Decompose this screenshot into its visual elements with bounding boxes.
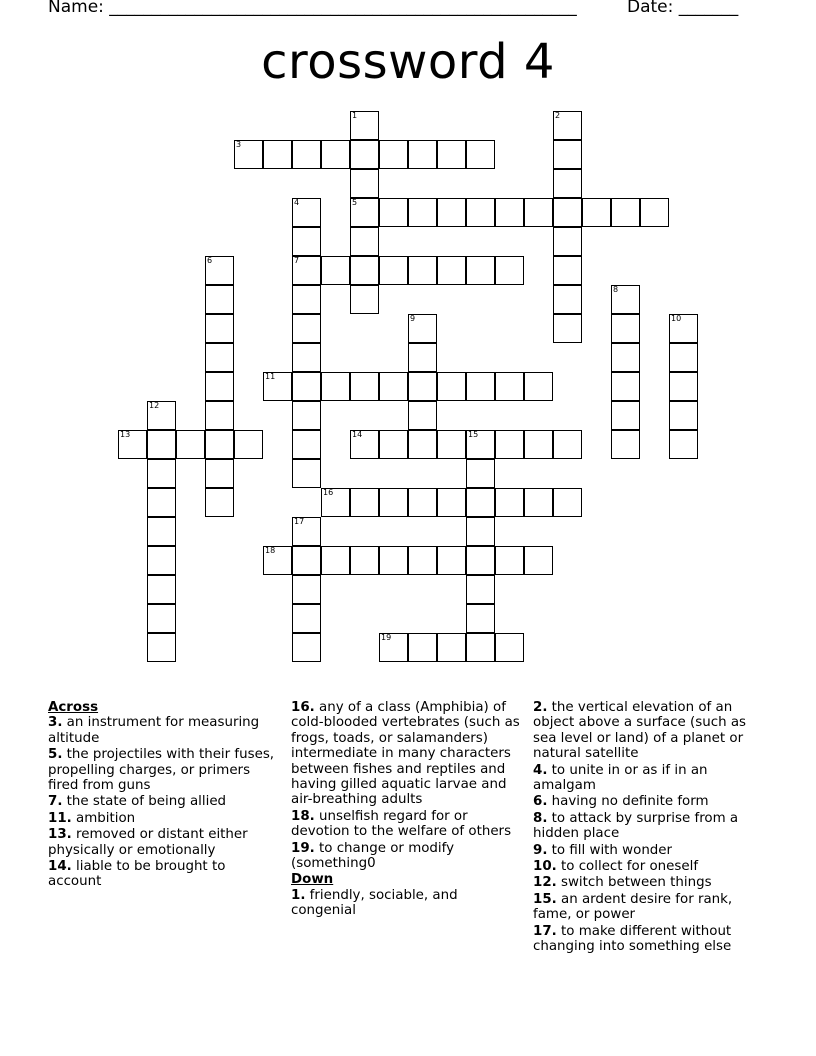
grid-cell[interactable] — [205, 343, 234, 372]
clue-number-label: 18 — [265, 546, 276, 555]
grid-cell[interactable] — [408, 372, 437, 401]
clue-item — [533, 700, 765, 762]
down-clue-list — [291, 888, 523, 919]
grid-cell[interactable] — [350, 140, 379, 169]
clue-number-label: 5 — [352, 198, 358, 207]
grid-cell[interactable] — [408, 343, 437, 372]
grid-cell[interactable] — [495, 198, 524, 227]
grid-cell[interactable] — [437, 198, 466, 227]
grid-cell[interactable] — [553, 488, 582, 517]
clue-item — [533, 875, 765, 890]
name-label: Name: — [48, 0, 110, 17]
grid-cell[interactable] — [147, 604, 176, 633]
grid-cell[interactable] — [553, 169, 582, 198]
clue-item — [48, 747, 280, 793]
grid-cell[interactable] — [466, 256, 495, 285]
clue-number: 12. — [533, 875, 557, 891]
clue-item — [291, 809, 523, 840]
clue-text: to make different without changing into something else — [533, 923, 732, 955]
clue-number-label: 7 — [294, 256, 300, 265]
grid-cell[interactable] — [466, 488, 495, 517]
clue-text: an ardent desire for rank, fame, or power — [533, 891, 733, 923]
clue-text: switch between things — [561, 875, 712, 891]
grid-cell[interactable] — [205, 285, 234, 314]
grid-cell[interactable] — [350, 372, 379, 401]
grid-cell[interactable] — [379, 546, 408, 575]
grid-cell[interactable] — [611, 314, 640, 343]
grid-cell[interactable] — [147, 633, 176, 662]
grid-cell[interactable] — [292, 285, 321, 314]
clue-item — [291, 888, 523, 919]
clue-number-label: 11 — [265, 372, 276, 381]
clue-number: 13. — [48, 827, 72, 843]
clue-number: 14. — [48, 859, 72, 875]
grid-cell[interactable] — [379, 488, 408, 517]
clue-text: to unite in or as if in an amalgam — [533, 762, 708, 794]
clue-text: to change or modify (something0 — [291, 840, 455, 872]
grid-cell[interactable] — [205, 401, 234, 430]
grid-cell[interactable] — [408, 546, 437, 575]
grid-cell[interactable] — [524, 372, 553, 401]
clue-text: to attack by surprise from a hidden place — [533, 810, 739, 842]
grid-cell[interactable] — [553, 430, 582, 459]
grid-cell[interactable] — [553, 256, 582, 285]
grid-cell[interactable] — [437, 430, 466, 459]
grid-cell[interactable] — [553, 285, 582, 314]
grid-cell[interactable] — [524, 488, 553, 517]
clue-text: having no definite form — [551, 794, 709, 810]
clue-text: the vertical elevation of an object above a surface (such as sea level or land) of a planet or natural satellite — [533, 700, 747, 762]
clue-number-label: 16 — [323, 488, 334, 497]
grid-cell[interactable] — [466, 633, 495, 662]
grid-cell[interactable] — [292, 604, 321, 633]
down-heading: Down — [291, 872, 334, 888]
grid-cell[interactable] — [379, 430, 408, 459]
clue-item — [48, 715, 280, 746]
grid-cell[interactable] — [379, 140, 408, 169]
clues-column-1 — [48, 700, 280, 891]
grid-cell[interactable] — [466, 140, 495, 169]
grid-cell[interactable] — [321, 372, 350, 401]
grid-cell[interactable] — [611, 430, 640, 459]
grid-cell[interactable] — [350, 169, 379, 198]
grid-cell[interactable] — [350, 488, 379, 517]
grid-cell[interactable] — [292, 546, 321, 575]
grid-cell[interactable] — [669, 372, 698, 401]
grid-cell[interactable] — [524, 198, 553, 227]
clue-text: the projectiles with their fuses, propelling charges, or primers fired from guns — [48, 747, 275, 794]
grid-cell[interactable] — [553, 314, 582, 343]
clue-number-label: 13 — [120, 430, 131, 439]
clue-number: 1. — [291, 887, 306, 903]
clue-number-label: 19 — [381, 633, 392, 642]
clue-number-label: 3 — [236, 140, 242, 149]
clue-number-label: 2 — [555, 111, 561, 120]
clue-number-label: 12 — [149, 401, 160, 410]
clue-number: 3. — [48, 715, 63, 731]
clue-number: 7. — [48, 794, 63, 810]
grid-cell[interactable] — [466, 546, 495, 575]
grid-cell[interactable] — [669, 343, 698, 372]
grid-cell[interactable] — [669, 401, 698, 430]
grid-cell[interactable] — [408, 401, 437, 430]
grid-cell[interactable] — [495, 488, 524, 517]
grid-cell[interactable] — [205, 372, 234, 401]
date-line[interactable]: _______ — [678, 0, 739, 17]
grid-cell[interactable] — [611, 198, 640, 227]
clue-item — [48, 794, 280, 809]
grid-cell[interactable] — [408, 430, 437, 459]
clue-number: 17. — [533, 923, 557, 939]
clue-text: unselfish regard for or devotion to the welfare of others — [291, 808, 512, 840]
clue-item — [533, 794, 765, 809]
grid-cell[interactable] — [292, 633, 321, 662]
clue-item — [533, 811, 765, 842]
clue-item — [291, 841, 523, 872]
clue-text: an instrument for measuring altitude — [48, 715, 260, 746]
clue-number: 5. — [48, 747, 63, 763]
clue-text: to fill with wonder — [551, 842, 673, 858]
grid-cell[interactable] — [437, 256, 466, 285]
grid-cell[interactable] — [437, 140, 466, 169]
clue-text: the state of being allied — [66, 794, 227, 810]
clue-number: 18. — [291, 808, 315, 824]
grid-cell[interactable] — [292, 140, 321, 169]
clue-number: 16. — [291, 700, 315, 715]
clue-text: removed or distant either physically or emotionally — [48, 827, 248, 858]
name-line[interactable]: _______________________________________________________ — [109, 0, 577, 17]
clue-number: 11. — [48, 810, 72, 826]
grid-cell[interactable] — [205, 459, 234, 488]
clue-number: 6. — [533, 794, 548, 810]
grid-cell[interactable] — [495, 256, 524, 285]
clue-item — [48, 859, 280, 890]
clue-item — [291, 700, 523, 808]
clue-item — [533, 843, 765, 858]
clue-number-label: 9 — [410, 314, 416, 323]
grid-cell[interactable] — [408, 198, 437, 227]
grid-cell[interactable] — [437, 372, 466, 401]
grid-cell[interactable] — [611, 372, 640, 401]
clue-item — [48, 811, 280, 826]
grid-cell[interactable] — [553, 227, 582, 256]
clue-text: ambition — [76, 810, 136, 826]
grid-cell[interactable] — [292, 314, 321, 343]
grid-cell[interactable] — [466, 459, 495, 488]
grid-cell[interactable] — [437, 633, 466, 662]
clue-number-label: 14 — [352, 430, 363, 439]
clue-number-label: 4 — [294, 198, 300, 207]
grid-cell[interactable] — [205, 488, 234, 517]
grid-cell[interactable] — [234, 430, 263, 459]
clue-item — [48, 827, 280, 858]
clue-text: to collect for oneself — [561, 859, 699, 875]
clue-number-label: 15 — [468, 430, 479, 439]
clue-number-label: 10 — [671, 314, 682, 323]
grid-cell[interactable] — [147, 430, 176, 459]
grid-cell[interactable] — [379, 198, 408, 227]
clue-item — [533, 763, 765, 794]
clue-item — [533, 859, 765, 874]
clue-number-label: 17 — [294, 517, 305, 526]
grid-cell[interactable] — [466, 604, 495, 633]
grid-cell[interactable] — [350, 546, 379, 575]
down-clue-list-continued — [533, 700, 765, 955]
grid-cell[interactable] — [379, 372, 408, 401]
grid-cell[interactable] — [292, 343, 321, 372]
clue-number-label: 6 — [207, 256, 213, 265]
grid-cell[interactable] — [321, 140, 350, 169]
grid-cell[interactable] — [524, 546, 553, 575]
clues-column-2 — [291, 700, 523, 920]
grid-cell[interactable] — [176, 430, 205, 459]
grid-cell[interactable] — [292, 227, 321, 256]
grid-cell[interactable] — [350, 256, 379, 285]
clue-number-label: 8 — [613, 285, 619, 294]
clue-text: liable to be brought to account — [48, 859, 226, 890]
grid-cell[interactable] — [408, 140, 437, 169]
grid-cell[interactable] — [495, 633, 524, 662]
clue-number: 15. — [533, 891, 557, 907]
grid-cell[interactable] — [292, 401, 321, 430]
clue-number-label: 1 — [352, 111, 358, 120]
clues-column-3 — [533, 700, 765, 956]
clue-text: any of a class (Amphibia) of cold-blooded vertebrates (such as frogs, toads, or salamanders) intermediate in many characters between fishes and reptiles and having gilled aquatic larvae and air-breathing adults — [291, 700, 520, 808]
grid-cell[interactable] — [495, 372, 524, 401]
across-clue-list-continued — [291, 700, 523, 871]
page-title: crossword 4 — [261, 34, 555, 90]
grid-cell[interactable] — [437, 488, 466, 517]
clue-number: 9. — [533, 842, 548, 858]
clue-number: 8. — [533, 810, 548, 826]
grid-cell[interactable] — [495, 430, 524, 459]
grid-cell[interactable] — [263, 140, 292, 169]
grid-cell[interactable] — [466, 575, 495, 604]
clue-number: 4. — [533, 762, 548, 778]
grid-cell[interactable] — [350, 227, 379, 256]
grid-cell[interactable] — [408, 488, 437, 517]
grid-cell[interactable] — [147, 517, 176, 546]
clue-text: friendly, sociable, and congenial — [291, 887, 458, 919]
grid-cell[interactable] — [466, 198, 495, 227]
grid-cell[interactable] — [147, 546, 176, 575]
grid-cell[interactable] — [321, 256, 350, 285]
grid-cell[interactable] — [379, 256, 408, 285]
grid-cell[interactable] — [524, 430, 553, 459]
across-heading: Across — [48, 700, 99, 715]
grid-cell[interactable] — [408, 256, 437, 285]
grid-cell[interactable] — [205, 314, 234, 343]
grid-cell[interactable] — [466, 517, 495, 546]
across-clue-list — [48, 715, 280, 889]
grid-cell[interactable] — [553, 140, 582, 169]
grid-cell[interactable] — [321, 546, 350, 575]
grid-cell[interactable] — [205, 430, 234, 459]
grid-cell[interactable] — [495, 546, 524, 575]
grid-cell[interactable] — [466, 372, 495, 401]
clue-number: 19. — [291, 840, 315, 856]
clue-item — [533, 892, 765, 923]
grid-cell[interactable] — [553, 198, 582, 227]
clue-number: 2. — [533, 700, 548, 715]
grid-cell[interactable] — [437, 546, 466, 575]
grid-cell[interactable] — [292, 459, 321, 488]
grid-cell[interactable] — [669, 430, 698, 459]
grid-cell[interactable] — [408, 633, 437, 662]
grid-cell[interactable] — [350, 285, 379, 314]
grid-cell[interactable] — [147, 459, 176, 488]
grid-cell[interactable] — [292, 372, 321, 401]
grid-cell[interactable] — [147, 575, 176, 604]
grid-cell[interactable] — [611, 343, 640, 372]
grid-cell[interactable] — [292, 575, 321, 604]
grid-cell[interactable] — [640, 198, 669, 227]
clue-number: 10. — [533, 859, 557, 875]
grid-cell[interactable] — [292, 430, 321, 459]
grid-cell[interactable] — [147, 488, 176, 517]
grid-cell[interactable] — [611, 401, 640, 430]
clue-item — [533, 924, 765, 955]
date-label: Date: — [627, 0, 679, 17]
grid-cell[interactable] — [582, 198, 611, 227]
